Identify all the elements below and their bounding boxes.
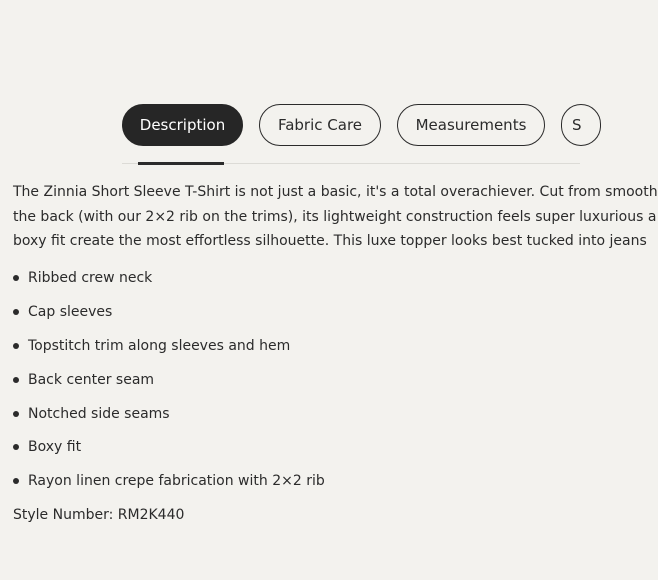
product-tabs bbox=[122, 104, 601, 146]
feature-text: Cap sleeves bbox=[28, 304, 113, 321]
description-text-line: boxy fit create the most effortless silhouette. This luxe topper looks best tucked into jeans bbox=[13, 233, 647, 249]
feature-text: Topstitch trim along sleeves and hem bbox=[28, 337, 291, 354]
bullet-icon bbox=[13, 309, 19, 315]
description-text-line: the back (with our 2×2 rib on the trims), its lightweight construction feels super luxurious a bbox=[13, 208, 657, 225]
active-tab-underline bbox=[138, 162, 224, 165]
bullet-icon bbox=[13, 478, 19, 484]
style-number: Style Number: RM2K440 bbox=[13, 506, 185, 523]
list-item bbox=[13, 329, 580, 363]
bullet-icon bbox=[13, 343, 19, 349]
list-item bbox=[13, 262, 580, 296]
list-item bbox=[13, 397, 580, 431]
list-item bbox=[13, 363, 580, 397]
feature-text: Rayon linen crepe fabrication with 2×2 rib bbox=[28, 473, 325, 490]
feature-text: Notched side seams bbox=[28, 405, 170, 422]
feature-text: Ribbed crew neck bbox=[28, 270, 153, 287]
feature-text: Boxy fit bbox=[28, 439, 82, 456]
bullet-icon bbox=[13, 444, 19, 450]
feature-text: Back center seam bbox=[28, 371, 155, 388]
list-item bbox=[13, 464, 580, 498]
tab-partially-visible[interactable]: S bbox=[561, 104, 601, 146]
list-item bbox=[13, 295, 580, 329]
bullet-icon bbox=[13, 377, 19, 383]
tab-fabric-care[interactable]: Fabric Care bbox=[259, 104, 381, 146]
description-panel bbox=[13, 180, 658, 532]
list-item bbox=[13, 430, 580, 464]
tab-measurements[interactable]: Measurements bbox=[397, 104, 545, 146]
tab-description[interactable]: Description bbox=[122, 104, 243, 146]
feature-list bbox=[13, 262, 580, 499]
description-text-line: The Zinnia Short Sleeve T-Shirt is not just a basic, it's a total overachiever. Cut from smooth bbox=[13, 184, 658, 200]
bullet-icon bbox=[13, 411, 19, 417]
bullet-icon bbox=[13, 275, 19, 281]
